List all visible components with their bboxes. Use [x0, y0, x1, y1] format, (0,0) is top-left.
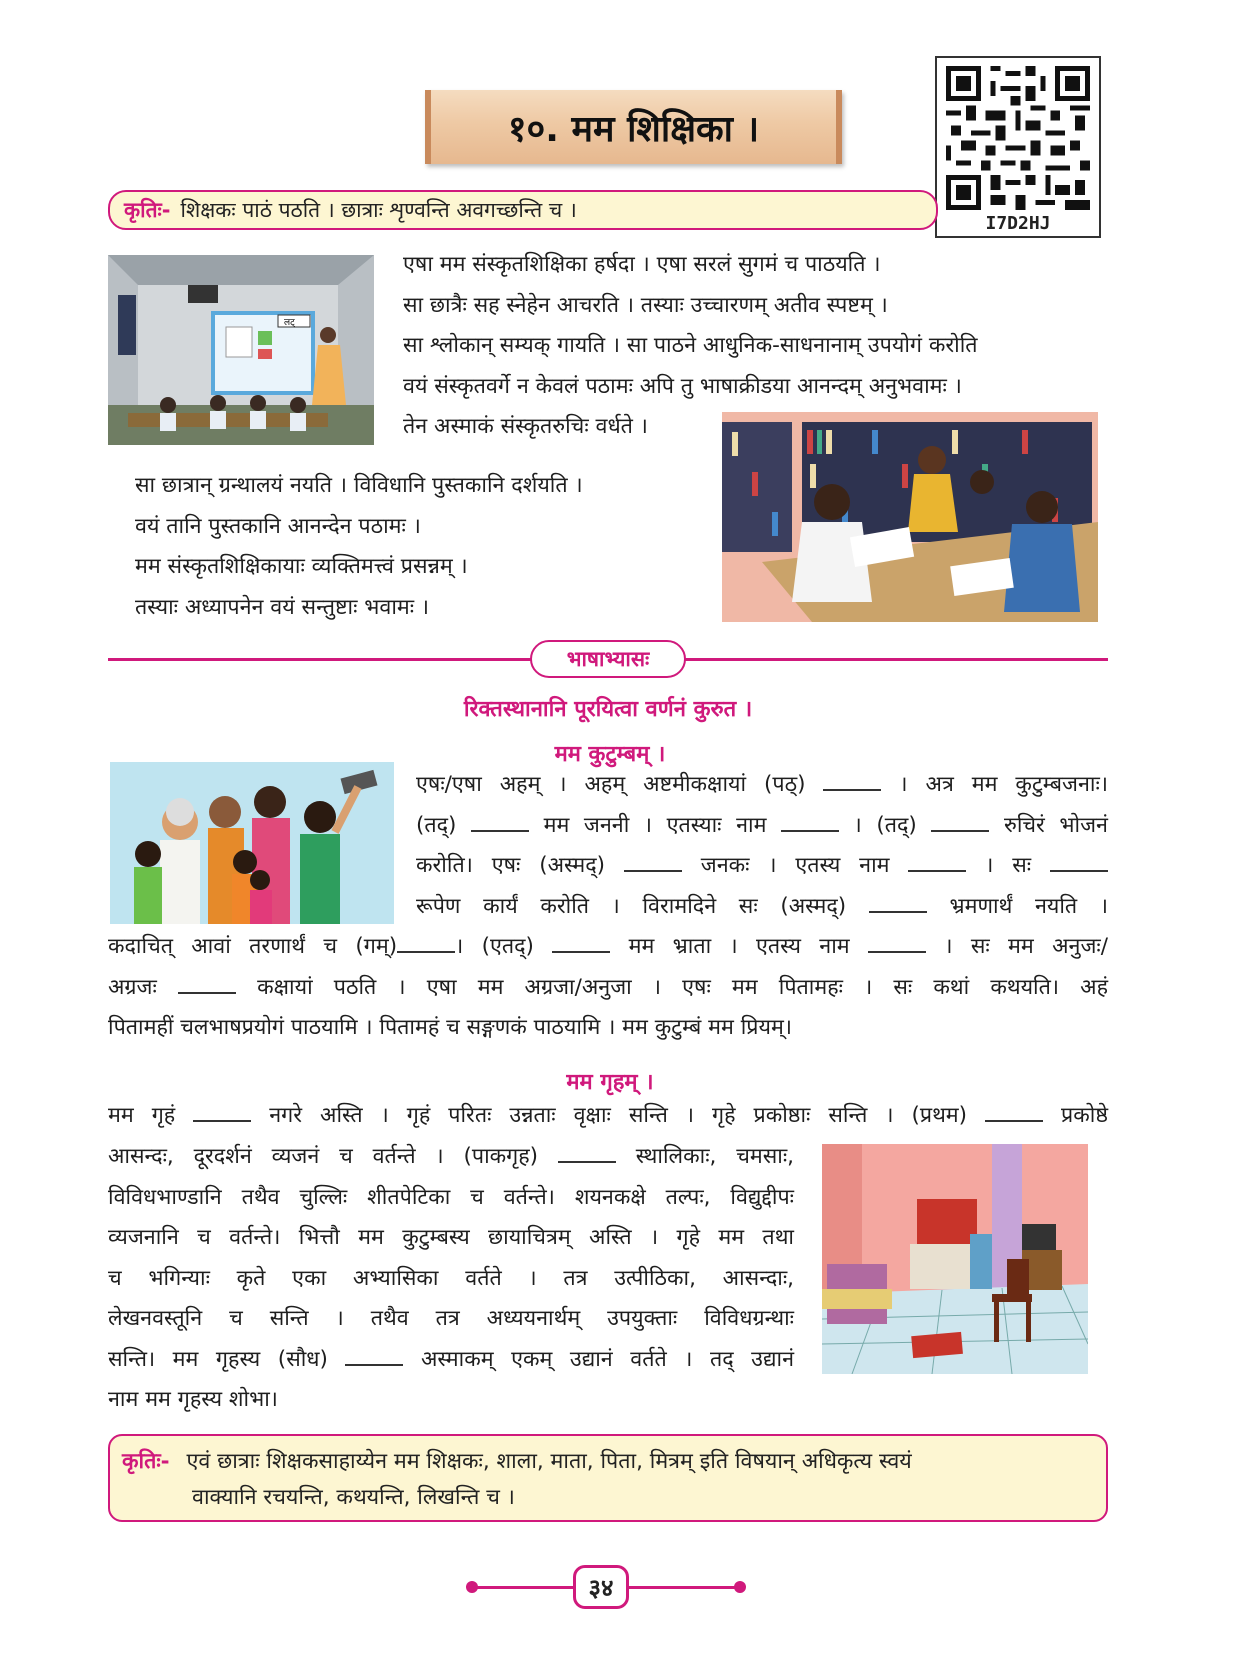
- text-fragment: । (एतद्): [455, 934, 553, 959]
- classroom-illustration: [108, 255, 374, 445]
- blank-field[interactable]: [552, 933, 610, 953]
- text-fragment: एषः/एषा अहम् । अहम् अष्टमीकक्षायां (पठ्): [416, 772, 824, 797]
- fill-line: [108, 1178, 794, 1219]
- lesson-line: सा श्लोकान् सम्यक् गायति । सा पाठने आधुनिक-साधनानाम् उपयोगं करोति: [403, 333, 978, 358]
- activity-text: शिक्षकः पाठं पठति । छात्राः शृण्वन्ति अवगच्छन्ति च ।: [180, 198, 577, 222]
- lesson-line: सा छात्रैः सह स्नेहेन आचरति । तस्याः उच्चारणम् अतीव स्पष्टम् ।: [403, 292, 888, 318]
- room-illustration: [822, 1144, 1088, 1374]
- text-fragment: च भगिन्याः कृते एका अभ्यासिका वर्तते । तत्र उत्पीठिका, आसन्दाः,: [108, 1265, 794, 1291]
- fill-line: [108, 1218, 794, 1259]
- fill-line: [108, 968, 1108, 1009]
- fill-line: [108, 1299, 794, 1340]
- blank-field[interactable]: [193, 1102, 251, 1122]
- house-paragraph-cont: [108, 1137, 794, 1421]
- text-fragment: अस्माकम् एकम् उद्यानं वर्तते । तद् उद्यानं: [403, 1346, 794, 1372]
- house-heading: मम गृहम् ।: [566, 1070, 654, 1095]
- text-fragment: कदाचित् आवां तरणार्थं च (गम्): [108, 934, 398, 959]
- family-heading: मम कुटुम्बम् ।: [554, 742, 666, 767]
- board-text: लट्: [284, 318, 295, 328]
- fill-line: [416, 806, 1108, 847]
- text-fragment: । अत्र मम कुटुम्बजनाः।: [881, 772, 1108, 797]
- qr-code-icon: [946, 66, 1090, 210]
- fill-line: [108, 927, 1108, 968]
- family-paragraph-cont: [108, 927, 1108, 1049]
- fill-line: [108, 1137, 794, 1178]
- text-fragment: मम भ्राता । एतस्य नाम: [610, 934, 869, 959]
- text-fragment: रूपेण कार्यं करोति । विरामदिने सः (अस्मद्): [416, 893, 869, 919]
- activity-line: वाक्यानि रचयन्ति, कथयन्ति, लिखन्ति च ।: [192, 1485, 515, 1510]
- lesson-line: तेन अस्माकं संस्कृतरुचिः वर्धते ।: [403, 414, 648, 439]
- blank-field[interactable]: [558, 1143, 616, 1163]
- page-number-line-left: [472, 1586, 574, 1589]
- text-fragment: नाम मम गृहस्य शोभा।: [108, 1387, 278, 1412]
- blank-field[interactable]: [985, 1102, 1043, 1122]
- blank-field[interactable]: [908, 852, 966, 872]
- page-number: ३४: [573, 1565, 629, 1609]
- activity-line: [122, 1444, 1094, 1480]
- activity-top-bar: [108, 190, 938, 230]
- lesson-line: सा छात्रान् ग्रन्थालयं नयति । विविधानि पुस्तकानि दर्शयति ।: [135, 473, 583, 498]
- text-fragment: अग्रजः: [108, 974, 178, 1000]
- lesson-line: एषा मम संस्कृतशिक्षिका हर्षदा । एषा सरलं सुगमं च पाठयति ।: [403, 252, 881, 277]
- text-fragment: (तद्): [416, 812, 472, 838]
- blank-field[interactable]: [868, 933, 926, 953]
- family-paragraph: [416, 765, 1108, 927]
- text-fragment: नगरे अस्ति । गृहं परितः उन्नताः वृक्षाः सन्ति । गृहे प्रकोष्ठाः सन्ति । (प्रथम): [251, 1103, 986, 1128]
- blank-field[interactable]: [781, 812, 839, 832]
- text-fragment: पितामहीं चलभाषप्रयोगं पाठयामि । पितामहं च सङ्गणकं पाठयामि । मम कुटुम्बं मम प्रियम्।: [108, 1015, 792, 1040]
- text-fragment: करोति। एषः (अस्मद्): [416, 853, 624, 878]
- qr-code-label: I7D2HJ: [985, 213, 1051, 234]
- fill-line: [108, 1340, 794, 1381]
- text-fragment: सन्ति। मम गृहस्य (सौध): [108, 1346, 346, 1372]
- blank-field[interactable]: [345, 1346, 403, 1366]
- text-fragment: आसन्दः, दूरदर्शनं व्यजनं च वर्तन्ते । (पाकगृह): [108, 1144, 558, 1169]
- chapter-title: १०. मम शिक्षिका ।: [425, 90, 842, 164]
- blank-field[interactable]: [823, 771, 881, 791]
- text-fragment: रुचिरं भोजनं: [989, 812, 1108, 838]
- lesson-paragraph-2: [135, 466, 583, 628]
- blank-field[interactable]: [931, 812, 989, 832]
- library-illustration: [722, 412, 1098, 622]
- text-fragment: स्थालिकाः, चमसाः,: [615, 1144, 794, 1169]
- activity-label: कृतिः-: [124, 198, 171, 222]
- blank-field[interactable]: [869, 893, 927, 913]
- activity-text: एवं छात्राः शिक्षकसाहाय्येन मम शिक्षकः, शाला, माता, पिता, मित्रम् इति विषयान् अधिकृत्य स्वयं: [186, 1449, 912, 1474]
- blank-field[interactable]: [397, 933, 455, 953]
- lesson-line: मम संस्कृतशिक्षिकायाः व्यक्तिमत्त्वं प्रसन्नम् ।: [135, 554, 468, 579]
- section-pill: भाषाभ्यासः: [530, 640, 686, 678]
- lesson-line: वयं तानि पुस्तकानि आनन्देन पठामः ।: [135, 513, 421, 539]
- text-fragment: लेखनवस्तूनि च सन्ति । तथैव तत्र अध्ययनार्थम् उपयुक्ताः विविधग्रन्थाः: [108, 1306, 794, 1331]
- fill-line: [416, 887, 1108, 928]
- lesson-line: तस्याः अध्यापनेन वयं सन्तुष्टाः भवामः ।: [135, 594, 430, 620]
- fill-line: [108, 1259, 794, 1300]
- house-paragraph: [108, 1096, 1108, 1137]
- text-fragment: व्यजनानि च वर्तन्ते। भित्तौ मम कुटुम्बस्य छायाचित्रम् अस्ति । गृहे मम तथा: [108, 1225, 794, 1250]
- page-number-line-right: [628, 1586, 740, 1589]
- text-fragment: जनकः । एतस्य नाम: [681, 853, 909, 878]
- text-fragment: । (तद्): [839, 812, 932, 838]
- activity-label: कृतिः-: [122, 1449, 170, 1474]
- page-number-dot-right: [734, 1581, 746, 1593]
- fill-line: [108, 1008, 1108, 1049]
- family-illustration: [110, 762, 394, 924]
- fill-line: [108, 1380, 794, 1421]
- fill-line: [108, 1096, 1108, 1137]
- activity-bottom-box: [108, 1434, 1108, 1522]
- blank-field[interactable]: [471, 812, 529, 832]
- text-fragment: । सः मम अनुजः/: [926, 934, 1108, 959]
- text-fragment: । सः: [966, 853, 1050, 878]
- text-fragment: मम जननी । एतस्याः नाम: [529, 812, 782, 838]
- lesson-line: वयं संस्कृतवर्गे न केवलं पठामः अपि तु भाषाक्रीडया आनन्दम् अनुभवामः ।: [403, 373, 962, 399]
- fill-line: [416, 846, 1108, 887]
- text-fragment: विविधभाण्डानि तथैव चुल्लिः शीतपेटिका च वर्तन्ते। शयनकक्षे तल्पः, विद्युद्दीपः: [108, 1184, 794, 1210]
- blank-field[interactable]: [178, 974, 236, 994]
- exercise-heading: रिक्तस्थानानि पूरयित्वा वर्णनं कुरुत ।: [463, 697, 753, 722]
- blank-field[interactable]: [1050, 852, 1108, 872]
- qr-code-box[interactable]: [935, 56, 1101, 238]
- text-fragment: कक्षायां पठति । एषा मम अग्रजा/अनुजा । एषः मम पितामहः । सः कथां कथयति। अहं: [235, 974, 1108, 1000]
- text-fragment: भ्रमणार्थं नयति ।: [926, 893, 1108, 919]
- fill-line: [416, 765, 1108, 806]
- text-fragment: प्रकोष्ठे: [1043, 1103, 1109, 1128]
- blank-field[interactable]: [624, 852, 682, 872]
- text-fragment: मम गृहं: [108, 1103, 194, 1128]
